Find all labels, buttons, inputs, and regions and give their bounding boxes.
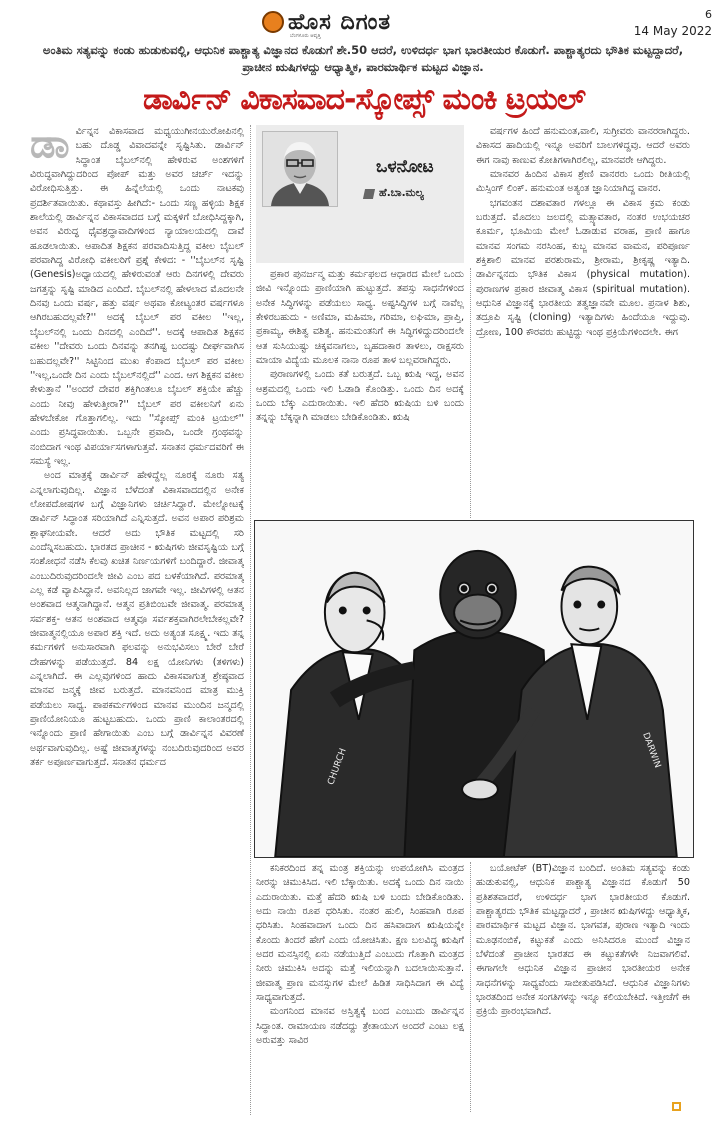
article-column-3-bottom — [476, 862, 690, 1112]
masthead-title: ಹೊಸ ದಿಗಂತ — [288, 9, 392, 35]
article-column-2-bottom — [256, 862, 464, 1112]
column-divider — [250, 125, 251, 1115]
cartoon-tag-right: DARWIN — [640, 731, 663, 770]
author-photo — [262, 131, 338, 207]
article-paragraph: ಪುರಾಣಗಳಲ್ಲಿ ಒಂದು ಕತೆ ಬರುತ್ತದೆ. ಒಬ್ಬ ಋಷಿ ಇದ್ದ, ಅವನ ಆಶ್ರಮದಲ್ಲಿ ಒಂದು ಇಲಿ ಓಡಾಡಿ ಕೊಂಡಿತ್ತು. ಒಂದು ದಿನ ಅದಕ್ಕೆ ಒಂದು ಬೆಕ್ಕು ಎದುರಾಯಿತು. ಇಲಿ ಹೆದರಿ ಋಷಿಯ ಬಳಿ ಬಂದು ತನ್ನನ್ನು ಬೆಕ್ಕನ್ನಾಗಿ ಮಾಡಲು ಬೇಡಿಕೊಂಡಿತು. ಋಷಿ — [256, 369, 464, 424]
column-name: ಒಳನೋಟ — [376, 157, 434, 177]
end-of-article-icon — [672, 1102, 681, 1111]
column-divider — [470, 862, 471, 1112]
headline: ಡಾರ್ವಿನ್ ವಿಕಾಸವಾದ-ಸ್ಕೋಪ್ಸ್ ಮಂಕಿ ಟ್ರಯಲ್ — [142, 82, 586, 117]
article-paragraph: ಪ್ರಕಾರ ಪುನರ್ಜನ್ಮ ಮತ್ತು ಕರ್ಮಫಲದ ಆಧಾರದ ಮೇಲೆ ಒಂದು ಜೀವಿ ಇನ್ನೊಂದು ಪ್ರಾಣಿಯಾಗಿ ಹುಟ್ಟುತ್ತದೆ. ತಪಸ್ಸು ಸಾಧನೆಗಳಿಂದ ಅನೇಕ ಸಿದ್ಧಿಗಳನ್ನು ಪಡೆಯಲು ಸಾಧ್ಯ. ಅಷ್ಟಸಿದ್ಧಿಗಳ ಬಗ್ಗೆ ನಾವೆಲ್ಲ ಕೇಳಿರಬಹುದು - ಅಣಿಮಾ, ಮಹಿಮಾ, ಗರಿಮಾ, ಲಘಿಮಾ, ಪ್ರಾಪ್ತಿ, ಪ್ರಕಾಮ್ಯ, ಈಶಿತ್ವ ವಶಿತ್ವ. ಹನುಮಂತನಿಗೆ ಈ ಸಿದ್ಧಿಗಳಿದ್ದುದರಿಂದಲೇ ಆತ ಸುಸಿಯುಷ್ಟು ಚಿಕ್ಕವನಾಗಲು, ಬೃಹದಾಕಾರ ತಾಳಲು, ರಾಕ್ಷಸರು ಮಾಯಾ ವಿದ್ಯೆಯ ಮೂಲಕ ನಾನಾ ರೂಪ ತಾಳ ಬಲ್ಲವರಾಗಿದ್ದರು. — [256, 269, 464, 367]
standfirst: ಅಂತಿಮ ಸತ್ಯವನ್ನು ಕಂಡು ಹುಡುಕುವಲ್ಲಿ, ಆಧುನಿಕ ಪಾಶ್ಚಾತ್ಯ ವಿಜ್ಞಾನದ ಕೊಡುಗೆ ಶೇ.50 ಆದರೆ, ಉಳಿದರ್ಧ ಭಾಗ ಭಾರತೀಯರ ಕೊಡುಗೆ. ಪಾಶ್ಚಾತ್ಯರದು ಭೌತಿಕ ಮಟ್ಟದ್ದಾದರೆ, ಪ್ರಾಚೀನ ಋಷಿಗಳದ್ದು ಆಧ್ಯಾತ್ಮಿಕ, ಪಾರಮಾರ್ಥಿಕ ಮಟ್ಟದ ವಿಜ್ಞಾನ. — [42, 43, 684, 74]
cartoon-illustration — [254, 520, 694, 858]
article-column-2-top — [256, 268, 464, 516]
handshake — [462, 779, 498, 799]
pen-mark-icon — [363, 189, 375, 199]
article-paragraph: ಅಂದ ಮಾತ್ರಕ್ಕೆ ಡಾರ್ವಿನ್ ಹೇಳಿದ್ದೆಲ್ಲ ನೂರಕ್ಕೆ ನೂರು ಸತ್ಯ ಎನ್ನಲಾಗುವುದಿಲ್ಲ. ವಿಜ್ಞಾನ ಬೆಳೆದಂತೆ ವಿಕಾಸವಾದದಲ್ಲಿನ ಅನೇಕ ಲೋಪದೋಷಗಳ ಬಗ್ಗೆ ವಿಜ್ಞಾನಿಗಳು ಚರ್ಚಿಸಿದ್ದಾರೆ. ಮೇಲ್ನೋಟಕ್ಕೆ ಡಾರ್ವಿನ್ ಸಿದ್ಧಾಂತ ಸರಿಯಾಗಿದೆ ಎನ್ನಿಸುತ್ತದೆ. ಅವನ ಅಪಾರ ಪರಿಶ್ರಮ ಶ್ಲಾಘನೀಯವೇ. ಆದರೆ ಅದು ಭೌತಿಕ ಮಟ್ಟದಲ್ಲಿ ಸರಿ ಎಂದೆನ್ನಿಸಬಹುದು. ಭಾರತದ ಪ್ರಾಚೀನ - ಋಷಿಗಳು ಜೀವಸೃಷ್ಟಿಯ ಬಗ್ಗೆ ಸಂಶೋಧನೆ ನಡೆಸಿ ಕೆಲವು ಖಚಿತ ನಿರ್ಣಯಗಳಿಗೆ ಬಂದಿದ್ದಾರೆ. ಜೀವಾತ್ಮ ಎಂಬುದಿರುವುದರಿಂದಲೇ ಜೀವಿ ಎಂಬ ಪದ ಬಳಕೆಯಾಗಿದೆ. ಪರಮಾತ್ಮ ಎಲ್ಲ ಕಡೆ ವ್ಯಾಪಿಸಿದ್ದಾನೆ. ಅವನಿಲ್ಲದ ಜಾಗವೇ ಇಲ್ಲ. ಜೀವಿಗಳಲ್ಲಿ ಆತನ ಅಂಶವಾದ ಆತ್ಮನಾಗಿದ್ದಾನೆ. ಆತ್ಮನ ಪ್ರತಿಬಿಂಬವೇ ಜೀವಾತ್ಮ. ಪರಮಾತ್ಮ ಸರ್ವಶಕ್ತ- ಆತನ ಅಂಶವಾದ ಆತ್ಮವೂ ಸರ್ವಶಕ್ತವಾಗಿರಲೇಬೇಕಲ್ಲವೇ? ಜೀವಾತ್ಮನಲ್ಲಿಯೂ ಅಪಾರ ಶಕ್ತಿ ಇದೆ. ಅದು ಅತ್ಯಂತ ಸೂಕ್ಷ್ಮ. ಇದು ತನ್ನ ಕರ್ಮಗಳಿಗೆ ಅನುಸಾರವಾಗಿ ಫಲವನ್ನು ಅನುಭವಿಸಲು ಬೇರೆ ಬೇರೆ ದೇಹಗಳನ್ನು ಪಡೆಯುತ್ತದೆ. 84 ಲಕ್ಷ ಯೋನಿಗಳು (ತಳಿಗಳು) ಎನ್ನಲಾಗಿದೆ. ಈ ಎಲ್ಲವುಗಳಿಂದ ಹಾದು ವಿಕಾಸವಾಗುತ್ತ ಶ್ರೇಷ್ಠವಾದ ಮಾನವ ಜನ್ಮಕ್ಕೆ ಜೀವ ಬರುತ್ತದೆ. ಮಾನವನಿಂದ ಮಾತ್ರ ಮುಕ್ತಿ ಪಡೆಯಲು ಸಾಧ್ಯ. ಪಾಪಕರ್ಮಗಳಿಂದ ಮಾನವ ಮುಂದಿನ ಜನ್ಮದಲ್ಲಿ ಪ್ರಾಣಿಯೋನಿಯೂ ಹುಟ್ಟಬಹುದು. ಒಂದು ಪ್ರಾಣಿ ಕಾಲಾಂತರದಲ್ಲಿ ಇನ್ನೊಂದು ಪ್ರಾಣಿ ಹೇಗಾಯಿತು ಎಂಬ ಬಗ್ಗೆ ಡಾರ್ವಿನ್ನನ ವಿವರಣೆ ಅರ್ಥವಾಗುವುದಿಲ್ಲ. ಅಷ್ಟೆ ಜೀವಾತ್ಮಗಳನ್ನು ನಂಬದಿರುವುದರಿಂದ ಅವರ ತರ್ಕ ಅಪೂರ್ಣವಾಗುತ್ತದೆ. ಸನಾತನ ಧರ್ಮದ — [30, 470, 244, 769]
masthead-tagline: ಬೆಂಗಳೂರು ಆವೃತ್ತಿ — [290, 33, 321, 39]
masthead-emblem-icon — [262, 11, 284, 33]
column-1-text — [30, 125, 244, 770]
article-column-3-top — [476, 125, 690, 517]
article-paragraph: ಮಂಗನಿಂದ ಮಾನವ ಅಸ್ತಿತ್ವಕ್ಕೆ ಬಂದ ಎಂಬುದು ಡಾರ್ವಿನ್ನನ ಸಿದ್ಧಾಂತ. ರಾಮಾಯಣ ನಡೆದದ್ದು ತ್ರೇತಾಯುಗ ಅಂದರೆ ಎಂಟು ಲಕ್ಷ ಅರುವತ್ತು ಸಾವಿರ — [256, 1006, 464, 1047]
article-paragraph: ಕನಿಕರದಿಂದ ತನ್ನ ಮಂತ್ರ ಶಕ್ತಿಯನ್ನು ಉಪಯೋಗಿಸಿ ಮಂತ್ರದ ನೀರನ್ನು ಚಿಮುಕಿಸಿದ. ಇಲಿ ಬೆಕ್ಕಾಯಿತು. ಅದಕ್ಕೆ ಒಂದು ದಿನ ನಾಯಿ ಎದುರಾಯಿತು. ಮತ್ತೆ ಹೆದರಿ ಋಷಿ ಬಳಿ ಬಂದು ಬೇಡಿಕೊಂಡಿತು. ಅದು ನಾಯಿ ರೂಪ ಧರಿಸಿತು. ನಂತರ ಹುಲಿ, ಸಿಂಹವಾಗಿ ರೂಪ ಧರಿಸಿತು. ಸಿಂಹವಾದಾಗ ಒಂದು ದಿನ ಹಸಿವಾದಾಗ ಋಷಿಯನ್ನೇ ಕೊಂದು ತಿಂದರೆ ಹೇಗೆ ಎಂದು ಯೋಚಿಸಿತು. ಕ್ಷಣ ಬಲವಿದ್ದ ಋಷಿಗೆ ಅದರ ಮನಸ್ಸಿನಲ್ಲಿ ಏನು ನಡೆಯುತ್ತಿದೆ ಎಂಬುದು ಗೊತ್ತಾಗಿ ಮಂತ್ರದ ನೀರು ಚಿಮುಕಿಸಿ ಅದನ್ನು ಮತ್ತೆ ಇಲಿಯನ್ನಾಗಿ ಬದಲಾಯಿಸುತ್ತಾನೆ. ಜೀವಾತ್ಮ ಪ್ರಾಣ ಮನಸ್ಸುಗಳ ಮೇಲೆ ಹಿಡಿತ ಸಾಧಿಸಿದಾಗ ಈ ವಿದ್ಯೆ ಸಾಧ್ಯವಾಗುತ್ತದೆ. — [256, 863, 464, 1004]
author-name: ಹೆ.ಬಾ.ಮಲ್ಯ — [379, 187, 424, 199]
page-date: 14 May 2022 — [633, 24, 712, 38]
article-paragraph: ರ್ವಿನ್ನನ ವಿಕಾಸವಾದ ಮಧ್ಯಯುಗೀನಯುರೋಪಿನಲ್ಲಿ ಬಹು ದೊಡ್ಡ ವಿವಾದವನ್ನೇ ಸೃಷ್ಟಿಸಿತು. ಡಾರ್ವಿನ್ ಸಿದ್ಧಾಂತ ಬೈಬಲ್‌ನಲ್ಲಿ ಹೇಳಿರುವ ಅಂಶಗಳಿಗೆ ವಿರುದ್ಧವಾಗಿದ್ದುದರಿಂದ ಪೋಪ್ ಮತ್ತು ಅವರ ಚರ್ಚ್ ಇದನ್ನು ವಿರೋಧಿಸುತ್ತಿತ್ತು. ಈ ಹಿನ್ನೆಲೆಯಲ್ಲಿ ಒಂದು ನಾಟಕವು ಪ್ರದರ್ಶಿತವಾಯಿತು. ಕಥಾವಸ್ತು ಹೀಗಿದೆ:- ಒಂದು ಸಣ್ಣ ಹಳ್ಳಿಯ ಶಿಕ್ಷಕ ಶಾಲೆಯಲ್ಲಿ ಡಾರ್ವಿನ್ನನ ವಿಕಾಸವಾದದ ಬಗ್ಗೆ ಮಕ್ಕಳಿಗೆ ಬೋಧಿಸಿದ್ದಕ್ಕಾಗಿ, ಅವನ ವಿರುದ್ಧ ಧೈವಶ್ರದ್ಧಾವಾದಿಗಳಿಂದ ನ್ಯಾಯಾಲಯದಲ್ಲಿ ದಾವೆ ಹೂಡಲಾಯಿತು. ಆಪಾದಿತ ಶಿಕ್ಷಕನ ಪರವಾದಿಸುತ್ತಿದ್ದ ವಕೀಲ ಬೈಬಲ್ ಪರವಾಗಿದ್ದ ವಿರೋಧಿ ವಕೀಲರಿಗೆ ಪ್ರಶ್ನೆ ಕೇಳಿದ: - ''ಬೈಬಲ್‌ನ ಸೃಷ್ಟಿ (Genesis)ಅಧ್ಯಾಯದಲ್ಲಿ ಹೇಳಿರುವಂತೆ ಆರು ದಿನಗಳಲ್ಲಿ ದೇವರು ಜಗತ್ತನ್ನು ಸೃಷ್ಟಿ ಮಾಡಿದ ಎಂದಿದೆ. ಬೈಬಲ್‌ನಲ್ಲಿ ಹೇಳಲಾದ ಮೊದಲನೇ ದಿನವು ಒಂದು ವರ್ಷ, ಹತ್ತು ವರ್ಷ ಅಥವಾ ಕೋಟ್ಯಂತರ ವರ್ಷಗಳೂ ಆಗಿರಬಹುದಲ್ಲವೇ?'' ಅದಕ್ಕೆ ಬೈಬಲ್ ಪರ ವಕೀಲ ''ಇಲ್ಲ, ಬೈಬಲ್‌ನಲ್ಲಿ ಒಂದು ದಿನದಲ್ಲಿ ಎಂದಿದೆ''. ಅದಕ್ಕೆ ಆಪಾದಿತ ಶಿಕ್ಷಕನ ವಕೀಲ ''ದೇವರು ಒಂದು ದಿನವನ್ನು ತನಗಿಷ್ಟ ಬಂದಷ್ಟು ದೀರ್ಘವಾಗಿಸ ಬಹುದಲ್ಲವೇ?'' ಸಿಟ್ಟಿನಿಂದ ಮುಖ ಕೆಂಪಾದ ಬೈಬಲ್ ಪರ ವಕೀಲ ''ಇಲ್ಲ,ಒಂದೇ ದಿನ ಎಂದು ಬೈಬಲ್‌ನಲ್ಲಿದೆ'' ಎಂದ. ಆಗ ಶಿಕ್ಷಕನ ವಕೀಲ ಕೇಳುತ್ತಾನೆ ''ಅಂದರೆ ದೇವರ ಶಕ್ತಿಗಿಂತಲೂ ಬೈಬಲ್ ಶಕ್ತಿಯೇ ಹೆಚ್ಚು ಎಂದು ನೀವು ಹೇಳುತ್ತೀರಾ?'' ಬೈಬಲ್ ಪರ ವಕೀಲನಿಗೆ ಏನು ಹೇಳಬೇಕೋ ಗೊತ್ತಾಗಲಿಲ್ಲ. ಇದು ''ಸ್ಕೋಪ್ಸ್ ಮಂಕಿ ಟ್ರಯಲ್'' ಎಂದು ಪ್ರಸಿದ್ಧವಾಯಿತು. ಒಬ್ಬನೇ ಪ್ರವಾದಿ, ಒಂದೇ ಗ್ರಂಥವನ್ನು ನಂಬಿದಾಗ ಇಂಥ ವಿಪರ್ಯಾಸಗಳಾಗುತ್ತವೆ. ಸನಾತನ ಧರ್ಮದವರಿಗೆ ಈ ಸಮಸ್ಯೆ ಇಲ್ಲ. — [30, 126, 244, 467]
article-paragraph: ವರ್ಷಗಳ ಹಿಂದೆ ಹನುಮಂತ,ವಾಲಿ, ಸುಗ್ರೀವರು ವಾನರರಾಗಿದ್ದರು. ವಿಕಾಸದ ಹಾದಿಯಲ್ಲಿ ಇನ್ನೂ ಅವರಿಗೆ ಬಾಲಗಳಿದ್ದವು. ಆದರೆ ಅವರು ಈಗ ನಾವು ಕಾಣುವ ಕೋತಿಗಳಾಗಿರಲಿಲ್ಲ, ಮಾನವರೇ ಆಗಿದ್ದರು. — [476, 126, 690, 166]
page-number: 6 — [705, 8, 712, 21]
drop-cap: ಡಾ — [30, 125, 70, 167]
article-column-1 — [30, 125, 244, 1115]
cartoon-drawing — [255, 521, 693, 857]
author-portrait-icon — [263, 132, 337, 206]
article-paragraph: ಮಾನವರ ಹಿಂದಿನ ವಿಕಾಸ ಶ್ರೇಣಿ ವಾನರರು ಒಂದು ರೀತಿಯಲ್ಲಿ ಮಿಸ್ಸಿಂಗ್ ಲಿಂಕ್. ಹನುಮಂತ ಅತ್ಯಂತ ಜ್ಞಾನಿಯಾಗಿದ್ದ ವಾನರ. — [476, 169, 690, 195]
article-paragraph: ಬಯೋಟೆಕ್ (BT)ವಿಜ್ಞಾನ ಬಂದಿದೆ. ಅಂತಿಮ ಸತ್ಯವನ್ನು ಕಂಡು ಹುಡುಕುವಲ್ಲಿ, ಆಧುನಿಕ ಪಾಶ್ಚಾತ್ಯ ವಿಜ್ಞಾನದ ಕೊಡುಗೆ 50 ಪ್ರತಿಶತವಾದರೆ, ಉಳಿದರ್ಧ ಭಾಗ ಭಾರತೀಯರ ಕೊಡುಗೆ. ಪಾಶ್ಚಾತ್ಯರದು ಭೌತಿಕ ಮಟ್ಟದ್ದಾದರೆ , ಪ್ರಾಚೀನ ಋಷಿಗಳದ್ದು ಆಧ್ಯಾತ್ಮಿಕ, ಪಾರಮಾರ್ಥಿಕ ಮಟ್ಟದ ವಿಜ್ಞಾನ. ಭಾಗವತ, ಪುರಾಣ ಇತ್ಯಾದಿ ಇಂದು ಮೂಢನಂಬಿಕೆ, ಕಟ್ಟುಕತೆ ಎಂದು ಅನಿಸಿದರೂ ಮುಂದೆ ವಿಜ್ಞಾನ ಬೆಳೆದಂತೆ ಪ್ರಾಚೀನ ಭಾರತದ ಈ ಕಟ್ಟುಕತೆಗಳೇ ನಿಜವಾಗಲಿವೆ. ಈಗಾಗಲೇ ಆಧುನಿಕ ವಿಜ್ಞಾನ ಪ್ರಾಚೀನ ಭಾರತೀಯರ ಅನೇಕ ಸಾಧನೆಗಳನ್ನು ಸಾಧ್ಯವೆಂದು ಸಾಬೀತುಪಡಿಸಿದೆ. ಆಧುನಿಕ ವಿಜ್ಞಾನಿಗಳು ಭಾರತದಿಂದ ಅನೇಕ ಸಂಗತಿಗಳನ್ನು ಇನ್ನೂ ಕಲಿಯಬೇಕಿದೆ. ಇತ್ತೀಚೆಗೆ ಈ ಪ್ರಕ್ರಿಯೆ ಪ್ರಾರಂಭವಾಗಿದೆ. — [476, 863, 690, 1018]
column-box — [256, 125, 464, 263]
article-paragraph: ಭಗವಂತನ ದಶಾವತಾರ ಗಳಲ್ಲೂ ಈ ವಿಕಾಸ ಕ್ರಮ ಕಂಡು ಬರುತ್ತದೆ. ಮೊದಲು ಜಲದಲ್ಲಿ ಮತ್ಸ್ಯಾವತಾರ, ನಂತರ ಉಭಯಚರ ಕೂರ್ಮ, ಭೂಮಿಯ ಮೇಲೆ ಓಡಾಡುವ ವರಾಹ, ಪ್ರಾಣಿ ಹಾಗೂ ಮಾನವ ಸಂಗಮ ನರಸಿಂಹ, ಕುಬ್ಜ ಮಾನವ ವಾಮನ, ಪರಿಪೂರ್ಣ ಶಕ್ತಿಶಾಲಿ ಮಾನವ ಪರಶುರಾಮ, ಶ್ರೀರಾಮ, ಶ್ರೀಕೃಷ್ಣ ಇತ್ಯಾದಿ. ಡಾರ್ವಿನ್ನನದು ಭೌತಿಕ ವಿಕಾಸ (physical mutation). ಪುರಾಣಗಳ ಪ್ರಕಾರ ಜೀವಾತ್ಮ ವಿಕಾಸ (spiritual mutation). ಆಧುನಿಕ ವಿಜ್ಞಾನಕ್ಕೆ ಭಾರತೀಯ ತತ್ವಜ್ಞಾನವೇ ಮೂಲ. ಪ್ರನಾಳ ಶಿಶು, ತದ್ರೂಪಿ ಸೃಷ್ಟಿ (cloning) ಇತ್ಯಾದಿಗಳು ಹಿಂದೆಯೂ ಇದ್ದುವು. ದ್ರೋಣ, 100 ಕೌರವರು ಹುಟ್ಟಿದ್ದು ಇಂಥ ಪ್ರಕ್ರಿಯೆಗಳಿಂದಲೇ. ಈಗ — [476, 197, 690, 338]
column-divider — [470, 268, 471, 518]
author-byline — [364, 187, 424, 200]
cartoon-tag-left: CHURCH — [326, 747, 349, 787]
